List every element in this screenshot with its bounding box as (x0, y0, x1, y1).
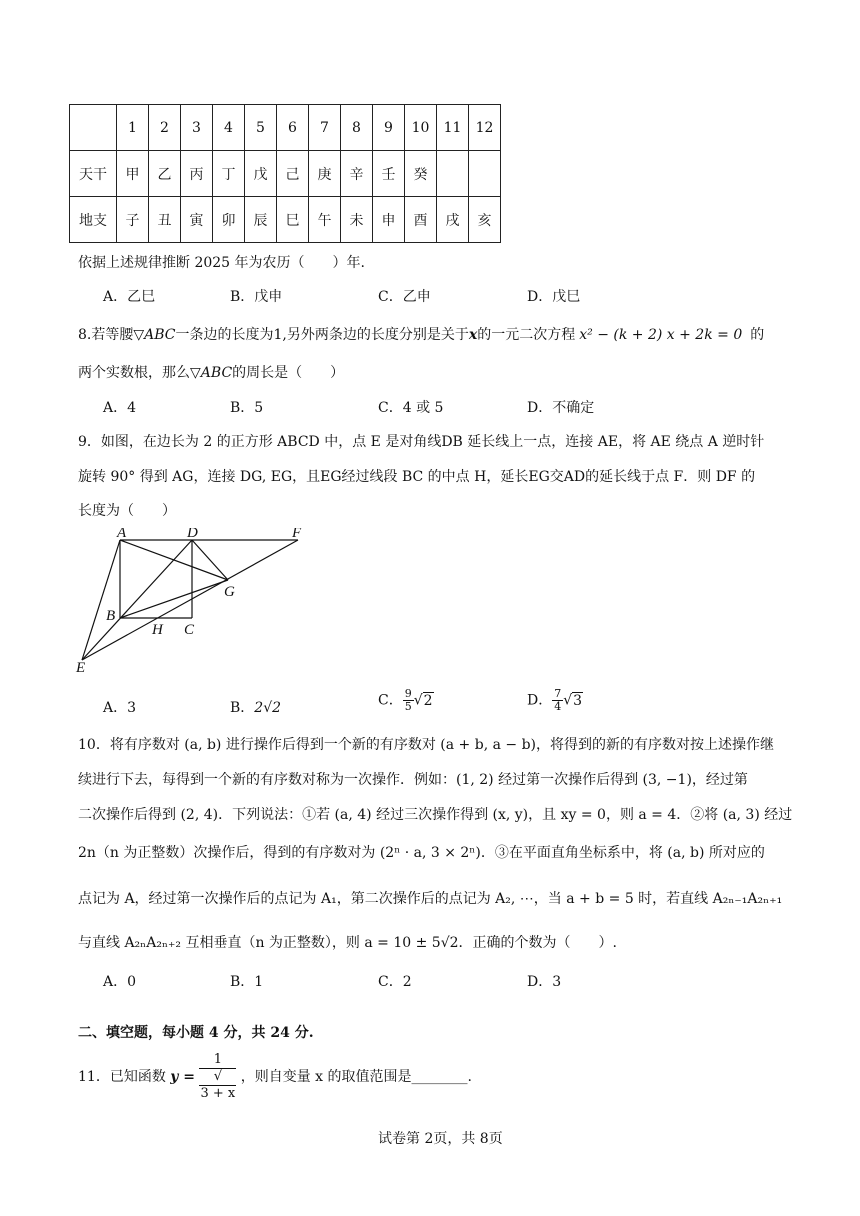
q9-option-b-value: 2√2 (254, 700, 282, 716)
table-cell: 申 (373, 197, 405, 243)
q7-text: 依据上述规律推断 2025 年为农历（ ）年. (78, 255, 365, 271)
q11-lead: 11．已知函数 (78, 1069, 166, 1085)
label-c: C (184, 622, 195, 638)
q11-formula: y = (170, 1069, 196, 1085)
table-cell: 天干 (70, 151, 117, 197)
q9-figure (70, 528, 320, 678)
table-cell: 丁 (213, 151, 245, 197)
q8-line2 (78, 362, 344, 382)
q8-line1 (78, 324, 764, 344)
table-cell: 己 (277, 151, 309, 197)
table-cell: 午 (309, 197, 341, 243)
q7-option-d: D．戊巳 (527, 289, 581, 305)
q8-tail: 的 (750, 327, 765, 343)
q8-var-x: x (468, 327, 478, 343)
q10-line4: 2n（n 为正整数）次操作后，得到的有序数对为 (2ⁿ · a, 3 × 2ⁿ)．③在平面直角坐标系中，将 (a, b) 所对应的 (78, 845, 765, 861)
table-cell: 庚 (309, 151, 341, 197)
table-cell: 卯 (213, 197, 245, 243)
table-cell: 壬 (373, 151, 405, 197)
q8-option-c: C．4 或 5 (378, 400, 444, 416)
q8-abc2: ABC (200, 365, 233, 381)
table-cell: 巳 (277, 197, 309, 243)
line-ed (82, 540, 192, 660)
q10-option-d: D．3 (527, 974, 562, 990)
section-heading: 二、填空题，每小题 4 分，共 24 分. (78, 1025, 314, 1041)
line-ag (120, 540, 228, 580)
q8-option-b: B．5 (230, 400, 264, 416)
q10-line2: 续进行下去，每得到一个新的有序数对称为一次操作．例如：(1, 2) 经过第一次操作后得到 (3, −1)，经过第 (78, 772, 748, 788)
label-g: G (224, 584, 235, 600)
q7-option-a: A．乙巳 (103, 289, 156, 305)
table-cell: 11 (437, 105, 469, 151)
table-cell: 2 (149, 105, 181, 151)
q9-option-a: A．3 (103, 700, 137, 716)
label-a: A (117, 528, 127, 541)
table-cell: 地支 (70, 197, 117, 243)
q10-line1: 10．将有序数对 (a, b) 进行操作后得到一个新的有序数对 (a + b, a − b)，将得到的新的有序数对按上述操作继 (78, 737, 774, 753)
q8-text: 一条边的长度为1,另外两条边的长度分别是关于 (175, 327, 469, 343)
table-cell: 9 (373, 105, 405, 151)
q9-option-b: B．2√2 (230, 700, 282, 716)
page-footer: 试卷第 2页，共 8页 (378, 1131, 503, 1147)
table-cell: 5 (245, 105, 277, 151)
table-cell (469, 151, 501, 197)
line-dg (192, 540, 228, 580)
q8-option-d: D．不确定 (527, 400, 595, 416)
fraction: $\frac{7}{4}$ (554, 687, 562, 713)
label-b: B (106, 608, 116, 624)
table-header-row (70, 105, 501, 151)
q8-lead: 8.若等腰 (78, 327, 134, 343)
q10-line5: 点记为 A，经过第一次操作后的点记为 A₁，第二次操作后的点记为 A₂, ⋯，当 a + b = 5 时，若直线 A₂ₙ₋₁A₂ₙ₊₁ (78, 891, 783, 907)
table-cell: 辰 (245, 197, 277, 243)
table-cell: 1 (117, 105, 149, 151)
q9-line3: 长度为（ ） (78, 503, 176, 519)
label-e: E (76, 660, 86, 676)
q8-option-a: A．4 (103, 400, 137, 416)
ganzhi-table (69, 104, 501, 243)
table-cell: 辛 (341, 151, 373, 197)
table-cell: 12 (469, 105, 501, 151)
q8-line2-text: 两个实数根，那么 (78, 365, 190, 381)
label-f: F (292, 528, 302, 541)
table-cell: 10 (405, 105, 437, 151)
q9-option-c: C． $\frac{9}{5}$ √2 (378, 687, 433, 713)
label-h: H (152, 622, 163, 638)
table-cell: 戌 (437, 197, 469, 243)
table-cell: 丑 (149, 197, 181, 243)
table-cell: 子 (117, 197, 149, 243)
q10-option-b: B．1 (230, 974, 264, 990)
q10-option-c: C．2 (378, 974, 412, 990)
q7-option-c: C．乙申 (378, 289, 431, 305)
table-cell (437, 151, 469, 197)
table-cell: 癸 (405, 151, 437, 197)
table-cell: 寅 (181, 197, 213, 243)
fraction: $\frac{9}{5}$ (404, 687, 412, 713)
q8-text2: 的一元二次方程 (477, 327, 576, 343)
q9-line2: 旋转 90° 得到 AG，连接 DG, EG，且EG经过线段 BC 的中点 H，延长EG交AD的延长线于点 F．则 DF 的 (78, 469, 756, 485)
table-cell: 8 (341, 105, 373, 151)
table-cell: 4 (213, 105, 245, 151)
label-d: D (187, 528, 198, 541)
q11-line (78, 1052, 472, 1102)
q11-tail: ，则自变量 x 的取值范围是________. (240, 1069, 472, 1085)
q7-option-b: B．戊申 (230, 289, 283, 305)
table-row-dizhi (70, 197, 501, 243)
table-cell: 酉 (405, 197, 437, 243)
table-cell: 戊 (245, 151, 277, 197)
q8-abc: ABC (144, 327, 176, 343)
q11-fraction: 1 √ 3 + x (200, 1052, 236, 1101)
q8-equation: x² − (k + 2) x + 2k = 0 (579, 327, 743, 343)
q9-option-d: D． $\frac{7}{4}$ √3 (527, 687, 583, 713)
q10-line6: 与直线 A₂ₙA₂ₙ₊₂ 互相垂直（n 为正整数），则 a = 10 ± 5√2．正确的个数为（ ）. (78, 935, 617, 951)
table-cell: 甲 (117, 151, 149, 197)
table-cell: 未 (341, 197, 373, 243)
line-bg (120, 580, 228, 618)
table-cell: 丙 (181, 151, 213, 197)
q10-line3: 二次操作后得到 (2, 4)．下列说法：①若 (a, 4) 经过三次操作得到 (x, y)，且 xy = 0，则 a = 4．②将 (a, 3) 经过 (78, 807, 793, 823)
table-cell: 亥 (469, 197, 501, 243)
q8-line2-tail: 的周长是（ ） (232, 365, 345, 381)
table-cell: 6 (277, 105, 309, 151)
table-cell: 乙 (149, 151, 181, 197)
triangle-symbol-icon: ▽ (133, 327, 145, 343)
q10-option-a: A．0 (103, 974, 137, 990)
table-cell: 3 (181, 105, 213, 151)
q9-line1: 9．如图，在边长为 2 的正方形 ABCD 中，点 E 是对角线DB 延长线上一点，连接 AE，将 AE 绕点 A 逆时针 (78, 434, 765, 450)
table-cell (70, 105, 117, 151)
table-row-tiangan (70, 151, 501, 197)
table-cell: 7 (309, 105, 341, 151)
triangle-symbol-icon: ▽ (190, 365, 201, 381)
